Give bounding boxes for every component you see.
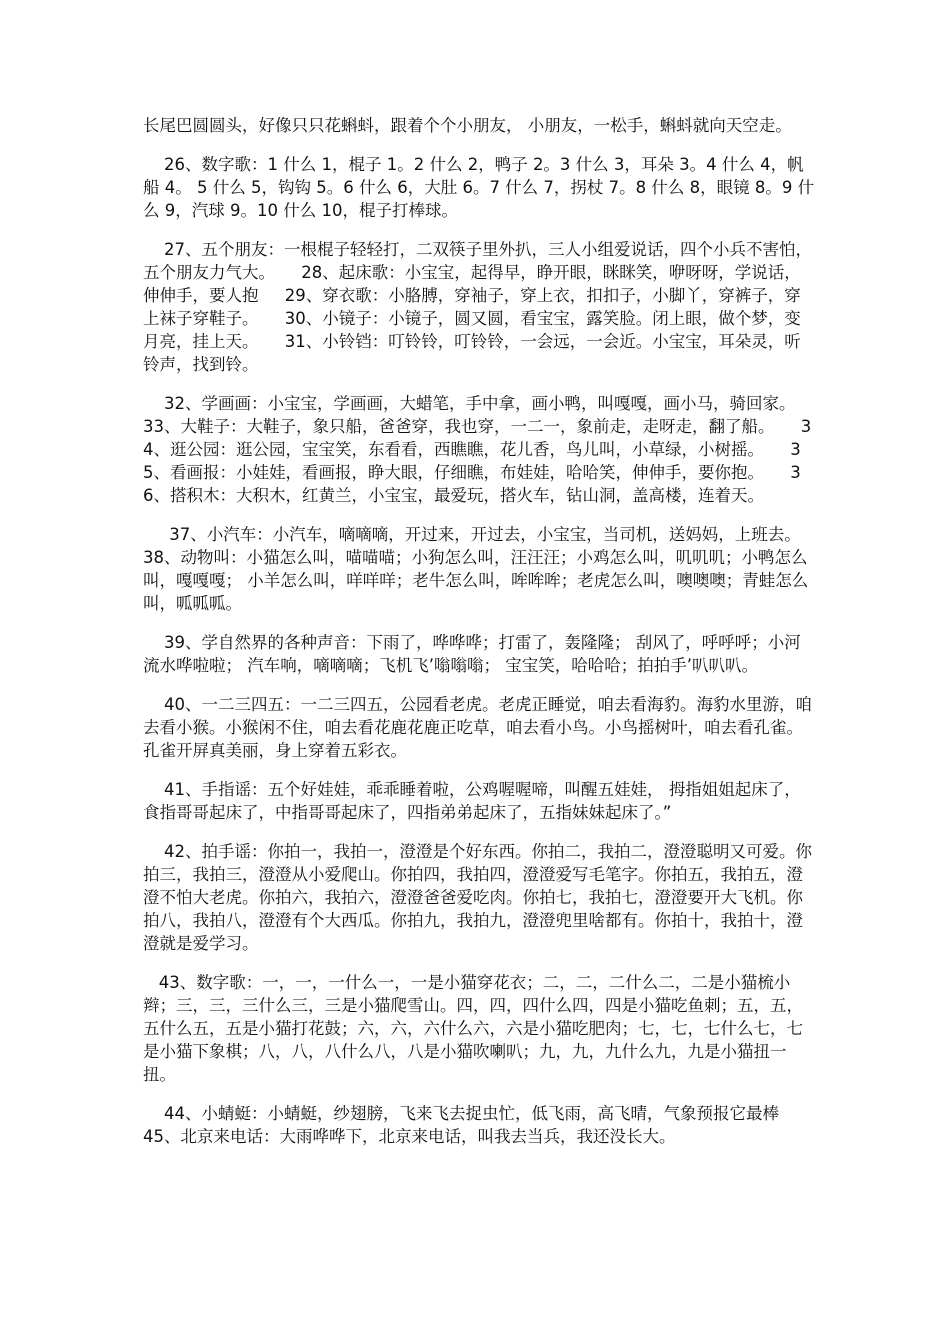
document-body: [143, 114, 827, 1148]
paragraph-rhyme-41: 41、手指谣：五个好娃娃，乖乖睡着啦，公鸡喔喔啼，叫醒五娃娃， 拇指姐姐起床了，食指哥哥起床了，中指哥哥起床了，四指弟弟起床了，五指妹妹起床了。”: [143, 780, 801, 822]
paragraph-rhyme-25-ending: 长尾巴圆圆头，好像只只花蝌蚪，跟着个个小朋友， 小朋友，一松手，蝌蚪就向天空走。: [143, 116, 792, 135]
paragraph-rhyme-42: 42、拍手谣：你拍一，我拍一，澄澄是个好东西。你拍二，我拍二，澄澄聪明又可爱。你拍三，我拍三，澄澄从小爱爬山。你拍四，我拍四，澄澄爱写毛笔字。你拍五，我拍五，澄澄不怕大老虎。你拍六，我拍六，澄澄爸爸爱吃肉。你拍七，我拍七，澄澄要开大飞机。你拍八，我拍八，澄澄有个大西瓜。你拍九，我拍九，澄澄兜里啥都有。你拍十，我拍十，澄澄就是爱学习。: [143, 842, 812, 953]
paragraph-rhyme-43: 43、数字歌：一，一，一什么一，一是小猫穿花衣；二，二，二什么二，二是小猫梳小辫；三，三，三什么三，三是小猫爬雪山。四，四，四什么四，四是小猫吃鱼刺；五，五，五什么五，五是小猫打花鼓；六，六，六什么六，六是小猫吃肥肉；七，七，七什么七，七是小猫下象棋；八，八，八什么八，八是小猫吹喇叭；九，九，九什么九，九是小猫扭一扭。: [143, 973, 803, 1084]
paragraph-rhyme-40: 40、一二三四五：一二三四五，公园看老虎。老虎正睡觉，咱去看海豹。海豹水里游，咱去看小猴。小猴闲不住，咱去看花鹿花鹿正吃草，咱去看小鸟。小鸟摇树叶，咱去看孔雀。孔雀开屏真美丽，身上穿着五彩衣。: [143, 695, 812, 760]
paragraph-rhymes-27-31: 27、五个朋友：一根棍子轻轻打，二双筷子里外扒，三人小组爱说话，四个小兵不害怕， 五个朋友力气大。 28、起床歌：小宝宝，起得早，睁开眼，眯眯笑，咿呀呀，学说话，伸伸手，要人抱 29、穿衣歌：小胳膊，穿袖子，穿上衣，扣扣子，小脚丫，穿裤子，穿上袜子穿鞋子。 30、小镜子：小镜子，圆又圆，看宝宝，露笑脸。闭上眼，做个梦，变月亮，挂上天。 31、小铃铛：叮铃铃，叮铃铃，一会远，一会近。小宝宝，耳朵灵，听铃声，找到铃。: [143, 240, 818, 374]
paragraph-rhyme-39: 39、学自然界的各种声音：下雨了，哗哗哗；打雷了，轰隆隆； 刮风了，呼呼呼；小河流水哗啦啦； 汽车响，嘀嘀嘀；飞机飞’嗡嗡嗡； 宝宝笑，哈哈哈；拍拍手’叭叭叭。: [143, 633, 801, 675]
paragraph-rhyme-26: 26、数字歌：1 什么 1，棍子 1。2 什么 2，鸭子 2。3 什么 3，耳朵 3。4 什么 4，帆船 4。 5 什么 5，钩钩 5。6 什么 6，大肚 6。7 什么 7，拐杖 7。8 什么 8，眼镜 8。9 什么 9，汽球 9。10 什么 10，棍子打棒球。: [143, 155, 815, 220]
paragraph-rhymes-44-45: 44、小蜻蜓：小蜻蜓，纱翅膀，飞来飞去捉虫忙，低飞雨，高飞晴，气象预报它最棒 45、北京来电话：大雨哗哗下，北京来电话，叫我去当兵，我还没长大。: [143, 1104, 806, 1146]
paragraph-rhymes-32-36: 32、学画画：小宝宝，学画画，大蜡笔，手中拿，画小鸭，叫嘎嘎，画小马，骑回家。 33、大鞋子：大鞋子，象只船，爸爸穿，我也穿，一二一，象前走，走呀走，翻了船。 34、逛公园：逛公园，宝宝笑，东看看，西瞧瞧，花儿香，鸟儿叫，小草绿，小树摇。 35、看画报：小娃娃，看画报，睁大眼，仔细瞧，布娃娃，哈哈笑，伸伸手，要你抱。 36、搭积木：大积木，红黄兰，小宝宝，最爱玩，搭火车，钻山洞，盖高楼，连着天。: [143, 394, 822, 505]
paragraph-rhymes-37-38: 37、小汽车：小汽车，嘀嘀嘀，开过来，开过去，小宝宝，当司机，送妈妈，上班去。 38、动物叫：小猫怎么叫，喵喵喵；小狗怎么叫，汪汪汪；小鸡怎么叫，叽叽叽；小鸭怎么叫，嘎嘎嘎； 小羊怎么叫，咩咩咩；老牛怎么叫，哞哞哞；老虎怎么叫，噢噢噢；青蛙怎么叫，呱呱呱。: [143, 525, 827, 613]
